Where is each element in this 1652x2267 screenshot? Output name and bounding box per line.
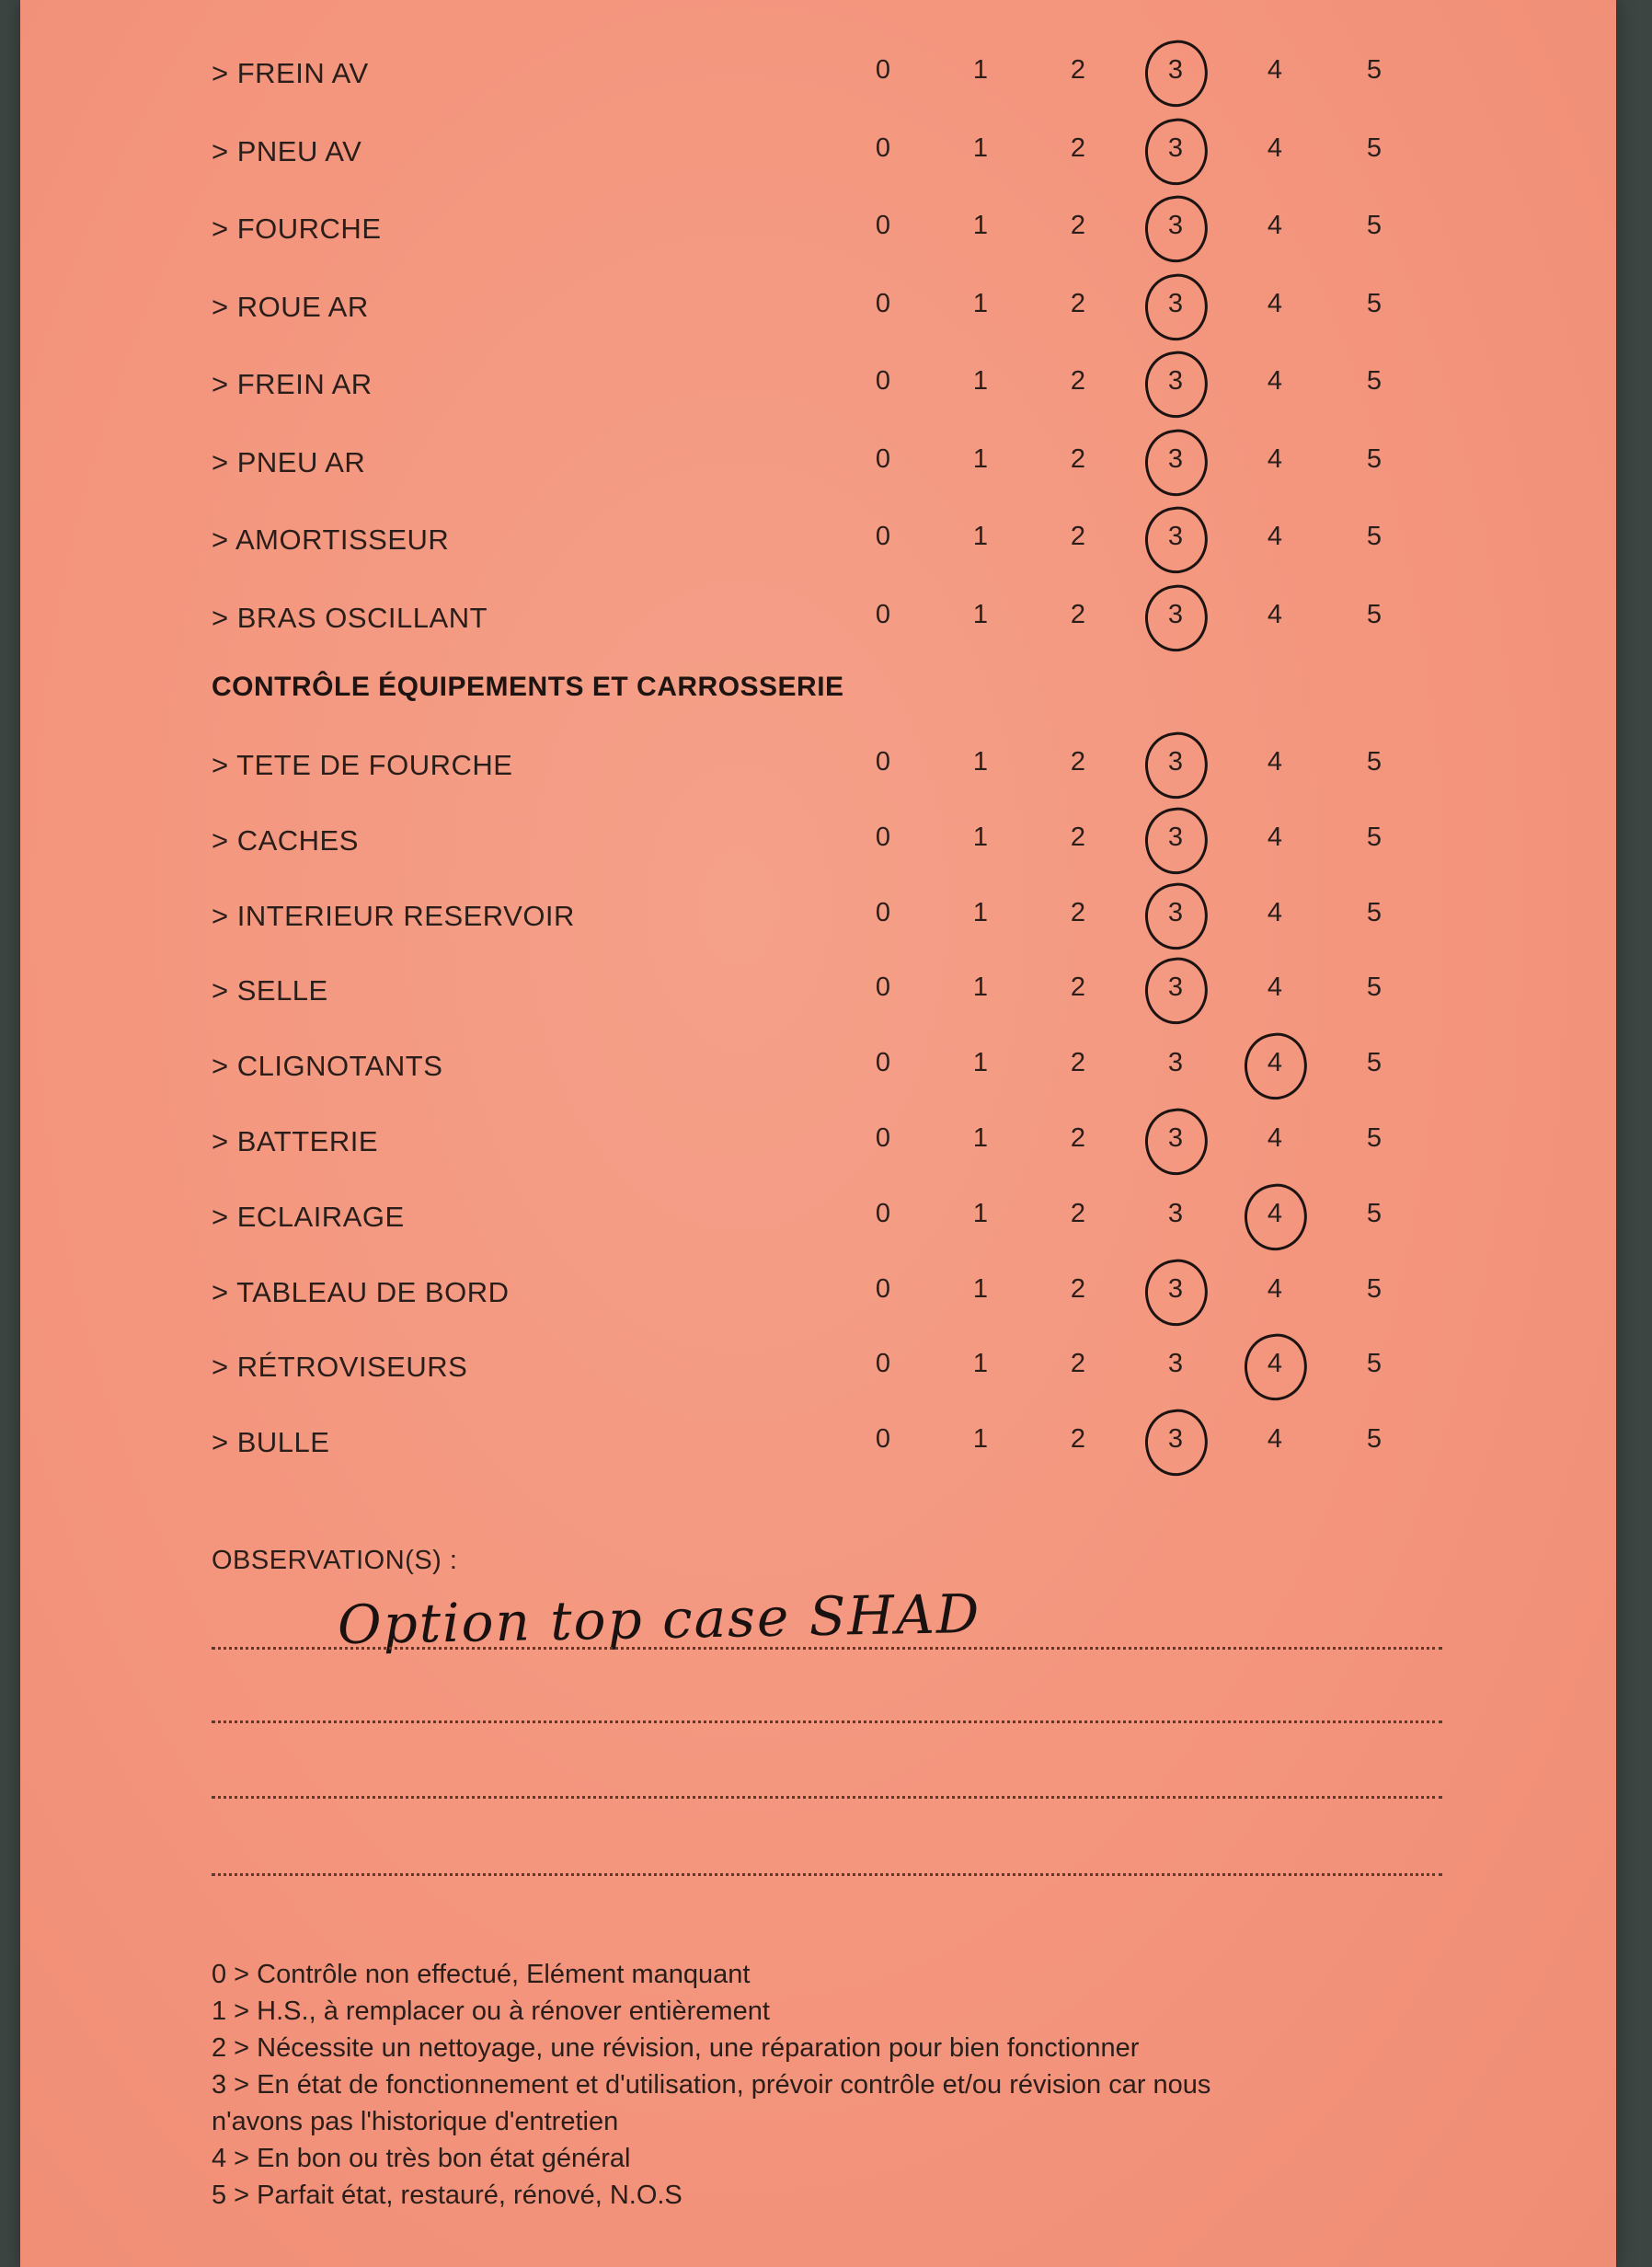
inspection-item-label: > TETE DE FOURCHE (212, 749, 513, 781)
score-option: 4 (1267, 1273, 1283, 1304)
score-option: 0 (875, 747, 891, 777)
score-option: 5 (1366, 1198, 1382, 1228)
score-option: 1 (972, 1349, 989, 1379)
score-option: 0 (875, 211, 891, 240)
score-option: 2 (1070, 132, 1086, 163)
score-option: 2 (1070, 443, 1086, 474)
score-option: 2 (1070, 822, 1086, 852)
score-option: 0 (875, 522, 891, 551)
score-option: 5 (1366, 1349, 1382, 1379)
inspection-sheet (20, 0, 1616, 2267)
inspection-row (20, 444, 1616, 500)
inspection-row (20, 1349, 1616, 1404)
inspection-item-label: > CACHES (212, 823, 359, 857)
score-option: 5 (1366, 599, 1382, 629)
score-option: 4 (1267, 366, 1283, 396)
score-option: 2 (1070, 972, 1086, 1003)
inspection-item-label: > RÉTROVISEURS (212, 1351, 468, 1384)
inspection-row (20, 366, 1616, 421)
score-circled: 3 (1143, 353, 1208, 409)
score-circled: 4 (1243, 1336, 1307, 1391)
score-option: 2 (1070, 522, 1086, 551)
score-option: 2 (1070, 599, 1086, 629)
score-option: 2 (1070, 1048, 1086, 1078)
score-circled: 3 (1143, 1110, 1208, 1166)
score-option: 2 (1070, 1198, 1086, 1228)
inspection-row (20, 1123, 1616, 1179)
inspection-item-label: > CLIGNOTANTS (212, 1050, 443, 1083)
score-option: 4 (1267, 1424, 1283, 1455)
rating-legend (212, 1956, 1463, 2214)
score-circled: 3 (1143, 885, 1208, 940)
score-circled: 3 (1143, 734, 1208, 789)
inspection-item-label: > BATTERIE (212, 1125, 378, 1157)
score-option: 1 (972, 1198, 989, 1228)
observation-line (212, 1720, 1442, 1723)
inspection-row (20, 823, 1616, 878)
section-title: CONTRÔLE ÉQUIPEMENTS ET CARROSSERIE (212, 672, 844, 702)
score-option: 2 (1070, 1424, 1086, 1455)
inspection-row (20, 972, 1616, 1028)
score-option: 0 (875, 366, 891, 396)
score-option: 2 (1070, 211, 1086, 240)
inspection-row (20, 1048, 1616, 1103)
score-option: 0 (875, 822, 891, 852)
inspection-row (20, 1424, 1616, 1479)
score-circled: 3 (1143, 432, 1208, 487)
score-option: 0 (875, 1198, 891, 1228)
score-option: 0 (875, 1349, 891, 1379)
score-option: 0 (875, 55, 891, 85)
inspection-item-label: > ECLAIRAGE (212, 1200, 405, 1233)
score-option: 5 (1366, 747, 1382, 777)
score-circled: 3 (1143, 960, 1208, 1015)
score-option: 4 (1267, 747, 1283, 777)
score-option: 4 (1267, 972, 1283, 1003)
score-option: 1 (972, 1424, 989, 1455)
score-option: 4 (1267, 443, 1283, 474)
score-option: 1 (972, 1273, 989, 1304)
inspection-row (20, 55, 1616, 110)
inspection-item-label: > TABLEAU DE BORD (212, 1275, 510, 1308)
inspection-item-label: > FREIN AR (212, 368, 373, 400)
score-option: 1 (972, 747, 989, 777)
score-option: 3 (1167, 1349, 1184, 1379)
legend-line: 5 > Parfait état, restauré, rénové, N.O.S (212, 2181, 683, 2210)
score-option: 3 (1167, 1048, 1184, 1078)
score-option: 2 (1070, 897, 1086, 927)
score-option: 5 (1366, 443, 1382, 474)
inspection-row (20, 211, 1616, 266)
score-option: 1 (972, 897, 989, 927)
score-option: 0 (875, 599, 891, 629)
score-option: 2 (1070, 1123, 1086, 1153)
score-option: 4 (1267, 822, 1283, 852)
score-option: 2 (1070, 1349, 1086, 1379)
observations-label: OBSERVATION(S) : (212, 1546, 458, 1575)
score-option: 4 (1267, 522, 1283, 551)
score-circled: 3 (1143, 276, 1208, 331)
score-option: 1 (972, 1123, 989, 1153)
legend-line: 1 > H.S., à remplacer ou à rénover entièrement (212, 1997, 770, 2026)
score-option: 1 (972, 443, 989, 474)
score-option: 0 (875, 1048, 891, 1078)
inspection-item-label: > BULLE (212, 1426, 330, 1459)
score-option: 4 (1267, 211, 1283, 240)
inspection-row (20, 747, 1616, 802)
score-option: 1 (972, 366, 989, 396)
score-option: 1 (972, 55, 989, 85)
score-option: 0 (875, 443, 891, 474)
score-option: 5 (1366, 1123, 1382, 1153)
score-option: 0 (875, 1123, 891, 1153)
score-circled: 4 (1243, 1186, 1307, 1241)
inspection-row (20, 898, 1616, 953)
score-option: 4 (1267, 288, 1283, 318)
score-option: 1 (972, 288, 989, 318)
inspection-item-label: > PNEU AR (212, 445, 366, 478)
inspection-item-label: > BRAS OSCILLANT (212, 601, 488, 634)
score-option: 5 (1366, 288, 1382, 318)
score-option: 1 (972, 211, 989, 240)
score-option: 4 (1267, 132, 1283, 163)
score-circled: 3 (1143, 810, 1208, 865)
score-option: 2 (1070, 366, 1086, 396)
score-circled: 4 (1243, 1035, 1307, 1090)
legend-line: 2 > Nécessite un nettoyage, une révision, une réparation pour bien fonctionner (212, 2033, 1140, 2063)
inspection-item-label: > INTERIEUR RESERVOIR (212, 899, 575, 932)
score-option: 0 (875, 288, 891, 318)
score-circled: 3 (1143, 42, 1208, 98)
score-option: 0 (875, 1424, 891, 1455)
inspection-item-label: > PNEU AV (212, 134, 362, 167)
inspection-row (20, 1199, 1616, 1254)
score-option: 0 (875, 1273, 891, 1304)
legend-line: 4 > En bon ou très bon état général (212, 2144, 631, 2173)
score-option: 1 (972, 1048, 989, 1078)
score-option: 1 (972, 599, 989, 629)
score-option: 1 (972, 972, 989, 1003)
observation-line (212, 1647, 1442, 1650)
score-option: 5 (1366, 211, 1382, 240)
observation-line (212, 1796, 1442, 1799)
score-option: 5 (1366, 822, 1382, 852)
score-option: 0 (875, 972, 891, 1003)
inspection-item-label: > AMORTISSEUR (212, 524, 450, 556)
score-option: 2 (1070, 288, 1086, 318)
score-option: 4 (1267, 897, 1283, 927)
score-option: 5 (1366, 55, 1382, 85)
inspection-row (20, 522, 1616, 577)
inspection-item-label: > ROUE AR (212, 290, 369, 323)
score-circled: 3 (1143, 198, 1208, 253)
score-option: 5 (1366, 897, 1382, 927)
score-circled: 3 (1143, 121, 1208, 176)
score-option: 2 (1070, 55, 1086, 85)
score-option: 5 (1366, 132, 1382, 163)
score-circled: 3 (1143, 587, 1208, 642)
inspection-row (20, 1274, 1616, 1329)
score-option: 5 (1366, 366, 1382, 396)
observations-handwritten-text: Option top case SHAD (337, 1582, 981, 1657)
score-option: 5 (1366, 1424, 1382, 1455)
legend-line: 0 > Contrôle non effectué, Elément manquant (212, 1960, 751, 1989)
score-circled: 3 (1143, 1411, 1208, 1467)
inspection-item-label: > SELLE (212, 974, 328, 1007)
score-circled: 3 (1143, 509, 1208, 564)
legend-line: 3 > En état de fonctionnement et d'utilisation, prévoir contrôle et/ou révision car nous (212, 2070, 1211, 2100)
score-option: 3 (1167, 1198, 1184, 1228)
inspection-row (20, 600, 1616, 655)
score-option: 5 (1366, 972, 1382, 1003)
score-option: 0 (875, 132, 891, 163)
score-option: 5 (1366, 1048, 1382, 1078)
score-option: 2 (1070, 747, 1086, 777)
legend-line: n'avons pas l'historique d'entretien (212, 2107, 619, 2136)
inspection-item-label: > FREIN AV (212, 57, 369, 89)
inspection-item-label: > FOURCHE (212, 213, 382, 245)
inspection-row (20, 289, 1616, 344)
score-option: 4 (1267, 55, 1283, 85)
score-option: 1 (972, 822, 989, 852)
score-option: 1 (972, 132, 989, 163)
inspection-row (20, 133, 1616, 189)
score-option: 5 (1366, 522, 1382, 551)
score-option: 4 (1267, 1123, 1283, 1153)
score-option: 5 (1366, 1273, 1382, 1304)
score-option: 1 (972, 522, 989, 551)
score-circled: 3 (1143, 1261, 1208, 1317)
score-option: 0 (875, 897, 891, 927)
observation-line (212, 1873, 1442, 1876)
score-option: 4 (1267, 599, 1283, 629)
score-option: 2 (1070, 1273, 1086, 1304)
